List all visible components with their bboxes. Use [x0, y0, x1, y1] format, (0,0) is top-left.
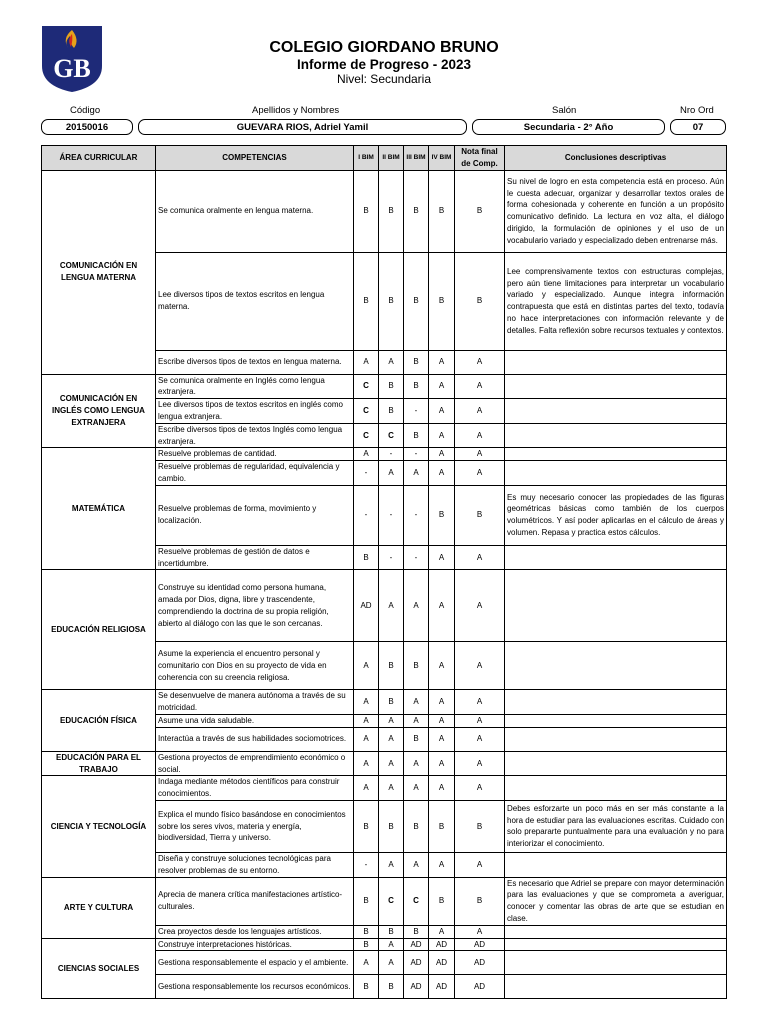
grade-bim-2: A: [379, 727, 404, 751]
grade-final: A: [455, 852, 505, 877]
competency: Resuelve problemas de regularidad, equivalencia y cambio.: [156, 461, 354, 486]
grade-final: A: [455, 448, 505, 461]
grade-bim-2: A: [379, 570, 404, 642]
area-name: MATEMÁTICA: [42, 448, 156, 570]
grade-bim-1: C: [354, 374, 379, 399]
grade-bim-4: A: [429, 925, 455, 938]
competency: Lee diversos tipos de textos escritos en inglés como lengua extranjera.: [156, 399, 354, 424]
grade-bim-1: A: [354, 714, 379, 727]
grades-table: [41, 145, 727, 999]
table-row: [42, 170, 727, 252]
grade-bim-1: B: [354, 975, 379, 999]
competency: Se comunica oralmente en lengua materna.: [156, 170, 354, 252]
grade-final: A: [455, 545, 505, 570]
grade-bim-3: B: [404, 350, 429, 374]
logo-text: GB: [53, 54, 91, 83]
grade-bim-2: B: [379, 925, 404, 938]
conclusion: [505, 461, 727, 486]
grade-bim-1: B: [354, 545, 379, 570]
grade-bim-1: C: [354, 423, 379, 448]
grade-bim-3: A: [404, 714, 429, 727]
area-name: EDUCACIÓN RELIGIOSA: [42, 570, 156, 690]
grade-bim-4: B: [429, 877, 455, 925]
grade-final: A: [455, 350, 505, 374]
header-bim1: I BIM: [354, 146, 379, 171]
grade-bim-4: A: [429, 852, 455, 877]
area-name: EDUCACIÓN PARA EL TRABAJO: [42, 751, 156, 776]
grade-bim-2: A: [379, 776, 404, 801]
student-code: 20150016: [41, 119, 133, 135]
grade-bim-4: A: [429, 374, 455, 399]
grade-bim-3: B: [404, 170, 429, 252]
competency: Explica el mundo físico basándose en conocimientos sobre los seres vivos, materia y energía, biodiversidad, Tierra y universo.: [156, 800, 354, 852]
competency: Escribe diversos tipos de textos Inglés como lengua extranjera.: [156, 423, 354, 448]
header-bim3: III BIM: [404, 146, 429, 171]
grade-bim-4: A: [429, 350, 455, 374]
grade-bim-2: -: [379, 545, 404, 570]
conclusion: Es necesario que Adriel se prepare con mayor determinación para las evaluaciones y que se comprometa a averiguar, conocer y comentar las obras de arte que se estudian en clase.: [505, 877, 727, 925]
grade-bim-1: A: [354, 951, 379, 975]
grade-final: A: [455, 714, 505, 727]
grade-final: A: [455, 925, 505, 938]
conclusion: [505, 925, 727, 938]
grade-final: A: [455, 776, 505, 801]
grade-bim-1: B: [354, 252, 379, 350]
competency: Crea proyectos desde los lenguajes artísticos.: [156, 925, 354, 938]
grade-bim-4: AD: [429, 938, 455, 951]
grade-bim-3: B: [404, 252, 429, 350]
student-name: GUEVARA RIOS, Adriel Yamil: [138, 119, 467, 135]
grade-bim-2: A: [379, 714, 404, 727]
grade-bim-4: A: [429, 690, 455, 715]
grade-bim-4: B: [429, 170, 455, 252]
conclusion: [505, 423, 727, 448]
conclusion: [505, 714, 727, 727]
conclusion: [505, 776, 727, 801]
table-row: [42, 938, 727, 951]
grade-final: A: [455, 374, 505, 399]
grade-bim-1: A: [354, 727, 379, 751]
conclusion: Su nivel de logro en esta competencia está en proceso. Aún le cuesta adecuar, organizar y desarrollar textos orales de forma cohesionada y coherente en función a un propósito comunicativo definido. La lectura en voz alta, el diálogo dirigido, la formulación de opiniones y el uso de un vocabulario variado y especializado deben entrenarse más.: [505, 170, 727, 252]
grade-bim-4: A: [429, 461, 455, 486]
competency: Lee diversos tipos de textos escritos en lengua materna.: [156, 252, 354, 350]
grade-bim-3: A: [404, 776, 429, 801]
competency: Interactúa a través de sus habilidades sociomotrices.: [156, 727, 354, 751]
grade-bim-3: B: [404, 423, 429, 448]
competency: Gestiona responsablemente los recursos económicos.: [156, 975, 354, 999]
grade-bim-2: A: [379, 951, 404, 975]
competency: Resuelve problemas de forma, movimiento y localización.: [156, 485, 354, 545]
grade-final: B: [455, 252, 505, 350]
grade-bim-4: A: [429, 714, 455, 727]
grade-bim-2: B: [379, 642, 404, 690]
grade-bim-2: B: [379, 690, 404, 715]
grade-bim-2: B: [379, 374, 404, 399]
table-row: [42, 877, 727, 925]
grade-bim-4: AD: [429, 975, 455, 999]
order-label: Nro Ord: [680, 105, 714, 116]
grade-final: AD: [455, 975, 505, 999]
competency: Resuelve problemas de gestión de datos e incertidumbre.: [156, 545, 354, 570]
grade-bim-1: A: [354, 776, 379, 801]
grade-final: A: [455, 642, 505, 690]
header-area: ÁREA CURRICULAR: [42, 146, 156, 171]
grade-bim-1: -: [354, 485, 379, 545]
grade-bim-4: B: [429, 485, 455, 545]
grade-bim-3: A: [404, 852, 429, 877]
conclusion: [505, 642, 727, 690]
report-header: [0, 39, 768, 86]
area-name: ARTE Y CULTURA: [42, 877, 156, 938]
grade-bim-1: AD: [354, 570, 379, 642]
grade-bim-3: A: [404, 461, 429, 486]
conclusion: Es muy necesario conocer las propiedades de las figuras geométricas básicas como también de los cuerpos volumétricos. Y así poder aplicarlas en el cálculo de áreas y volumen. Repasa y practica estos cálculos.: [505, 485, 727, 545]
grade-bim-1: B: [354, 170, 379, 252]
grade-final: A: [455, 461, 505, 486]
grade-bim-2: -: [379, 448, 404, 461]
competency: Indaga mediante métodos científicos para construir conocimientos.: [156, 776, 354, 801]
grade-bim-2: B: [379, 975, 404, 999]
table-row: [42, 448, 727, 461]
table-row: [42, 690, 727, 715]
grade-bim-2: B: [379, 170, 404, 252]
room-label: Salón: [552, 105, 577, 116]
grade-bim-2: -: [379, 485, 404, 545]
competency: Construye interpretaciones históricas.: [156, 938, 354, 951]
grade-bim-1: B: [354, 877, 379, 925]
grade-bim-2: B: [379, 252, 404, 350]
grade-final: A: [455, 570, 505, 642]
grade-bim-2: A: [379, 751, 404, 776]
grade-final: B: [455, 877, 505, 925]
code-label: Código: [70, 105, 101, 116]
grade-bim-2: C: [379, 423, 404, 448]
grade-bim-4: A: [429, 570, 455, 642]
header-bim4: IV BIM: [429, 146, 455, 171]
grade-bim-4: A: [429, 423, 455, 448]
grade-final: AD: [455, 938, 505, 951]
area-name: COMUNICACIÓN EN LENGUA MATERNA: [42, 170, 156, 374]
grade-bim-3: B: [404, 925, 429, 938]
grade-bim-1: B: [354, 925, 379, 938]
grade-bim-1: B: [354, 938, 379, 951]
competency: Resuelve problemas de cantidad.: [156, 448, 354, 461]
competency: Diseña y construye soluciones tecnológicas para resolver problemas de su entorno.: [156, 852, 354, 877]
conclusion: [505, 951, 727, 975]
conclusion: [505, 374, 727, 399]
grade-bim-4: B: [429, 800, 455, 852]
grade-bim-2: A: [379, 350, 404, 374]
grade-bim-2: A: [379, 938, 404, 951]
table-row: [42, 776, 727, 801]
grade-bim-3: A: [404, 690, 429, 715]
conclusion: [505, 938, 727, 951]
competency: Asume la experiencia el encuentro personal y comunitario con Dios en su proyecto de vida en coherencia con su creencia religiosa.: [156, 642, 354, 690]
grade-bim-3: B: [404, 727, 429, 751]
grade-bim-4: A: [429, 727, 455, 751]
competency: Gestiona proyectos de emprendimiento económico o social.: [156, 751, 354, 776]
conclusion: [505, 399, 727, 424]
grade-bim-2: A: [379, 852, 404, 877]
report-title: Informe de Progreso - 2023: [296, 57, 472, 72]
grade-bim-3: B: [404, 642, 429, 690]
grade-final: B: [455, 800, 505, 852]
grade-bim-3: -: [404, 485, 429, 545]
grade-bim-1: C: [354, 399, 379, 424]
student-room: Secundaria - 2° Año: [472, 119, 665, 135]
level-label: Nivel: Secundaria: [336, 72, 432, 86]
grade-bim-3: B: [404, 374, 429, 399]
grade-bim-4: AD: [429, 951, 455, 975]
conclusion: [505, 751, 727, 776]
conclusion: [505, 852, 727, 877]
grade-bim-4: A: [429, 751, 455, 776]
grade-bim-1: A: [354, 751, 379, 776]
grade-final: B: [455, 485, 505, 545]
grade-bim-3: AD: [404, 938, 429, 951]
header-competencias: COMPETENCIAS: [156, 146, 354, 171]
competency: Construye su identidad como persona humana, amada por Dios, digna, libre y trascendente, comprendiendo la doctrina de su propia religión, abierto al diálogo con las que le son cercanas.: [156, 570, 354, 642]
grade-bim-3: -: [404, 448, 429, 461]
grade-bim-3: C: [404, 877, 429, 925]
grade-bim-3: AD: [404, 975, 429, 999]
conclusion: [505, 975, 727, 999]
area-name: CIENCIA Y TECNOLOGÍA: [42, 776, 156, 877]
header-bim2: II BIM: [379, 146, 404, 171]
grade-bim-4: B: [429, 252, 455, 350]
table-row: [42, 374, 727, 399]
grade-bim-4: A: [429, 642, 455, 690]
conclusion: Debes esforzarte un poco más en ser más constante a la hora de estudiar para las evaluaciones escritas. Cuidado con solo prepararte puntualmente para una evaluación y no para interiorizar el conocimiento.: [505, 800, 727, 852]
area-name: COMUNICACIÓN EN INGLÉS COMO LENGUA EXTRANJERA: [42, 374, 156, 448]
grade-final: B: [455, 170, 505, 252]
table-row: [42, 751, 727, 776]
area-name: EDUCACIÓN FÍSICA: [42, 690, 156, 751]
grade-bim-1: A: [354, 350, 379, 374]
grade-bim-4: A: [429, 448, 455, 461]
grade-bim-2: C: [379, 877, 404, 925]
grade-bim-3: -: [404, 399, 429, 424]
competency: Se comunica oralmente en Inglés como lengua extranjera.: [156, 374, 354, 399]
table-row: [42, 570, 727, 642]
table-header-row: [42, 146, 727, 171]
grade-bim-3: -: [404, 545, 429, 570]
grade-final: A: [455, 690, 505, 715]
conclusion: Lee comprensivamente textos con estructuras complejas, pero aún tiene limitaciones para interpretar un vocabulario variado y especializado. Aunque integra información contrapuesta que está en distintas partes del texto, todavía no hace interpretaciones con información relevante y de detalles. Falta reflexión sobre recursos textuales y contextos.: [505, 252, 727, 350]
grade-final: A: [455, 727, 505, 751]
grade-bim-2: A: [379, 461, 404, 486]
competency: Gestiona responsablemente el espacio y el ambiente.: [156, 951, 354, 975]
competency: Se desenvuelve de manera autónoma a través de su motricidad.: [156, 690, 354, 715]
header-nota-final: Nota final de Comp.: [455, 146, 505, 171]
conclusion: [505, 727, 727, 751]
grade-bim-2: B: [379, 800, 404, 852]
area-name: CIENCIAS SOCIALES: [42, 938, 156, 999]
grade-bim-4: A: [429, 545, 455, 570]
grade-bim-3: A: [404, 751, 429, 776]
name-label: Apellidos y Nombres: [252, 105, 340, 116]
competency: Asume una vida saludable.: [156, 714, 354, 727]
conclusion: [505, 570, 727, 642]
grade-bim-3: B: [404, 800, 429, 852]
grade-bim-1: A: [354, 690, 379, 715]
competency: Escribe diversos tipos de textos en lengua materna.: [156, 350, 354, 374]
student-order: 07: [670, 119, 726, 135]
conclusion: [505, 448, 727, 461]
grade-bim-1: A: [354, 448, 379, 461]
grade-bim-4: A: [429, 776, 455, 801]
school-name: COLEGIO GIORDANO BRUNO: [269, 39, 499, 56]
competency: Aprecia de manera crítica manifestaciones artístico-culturales.: [156, 877, 354, 925]
grade-bim-2: B: [379, 399, 404, 424]
grade-bim-1: B: [354, 800, 379, 852]
grade-final: A: [455, 423, 505, 448]
conclusion: [505, 690, 727, 715]
grade-final: AD: [455, 951, 505, 975]
grade-bim-3: AD: [404, 951, 429, 975]
header-conclusiones: Conclusiones descriptivas: [505, 146, 727, 171]
grade-bim-4: A: [429, 399, 455, 424]
conclusion: [505, 350, 727, 374]
grade-final: A: [455, 751, 505, 776]
conclusion: [505, 545, 727, 570]
grade-bim-1: -: [354, 852, 379, 877]
grade-bim-3: A: [404, 570, 429, 642]
grade-bim-1: A: [354, 642, 379, 690]
grade-final: A: [455, 399, 505, 424]
grade-bim-1: -: [354, 461, 379, 486]
